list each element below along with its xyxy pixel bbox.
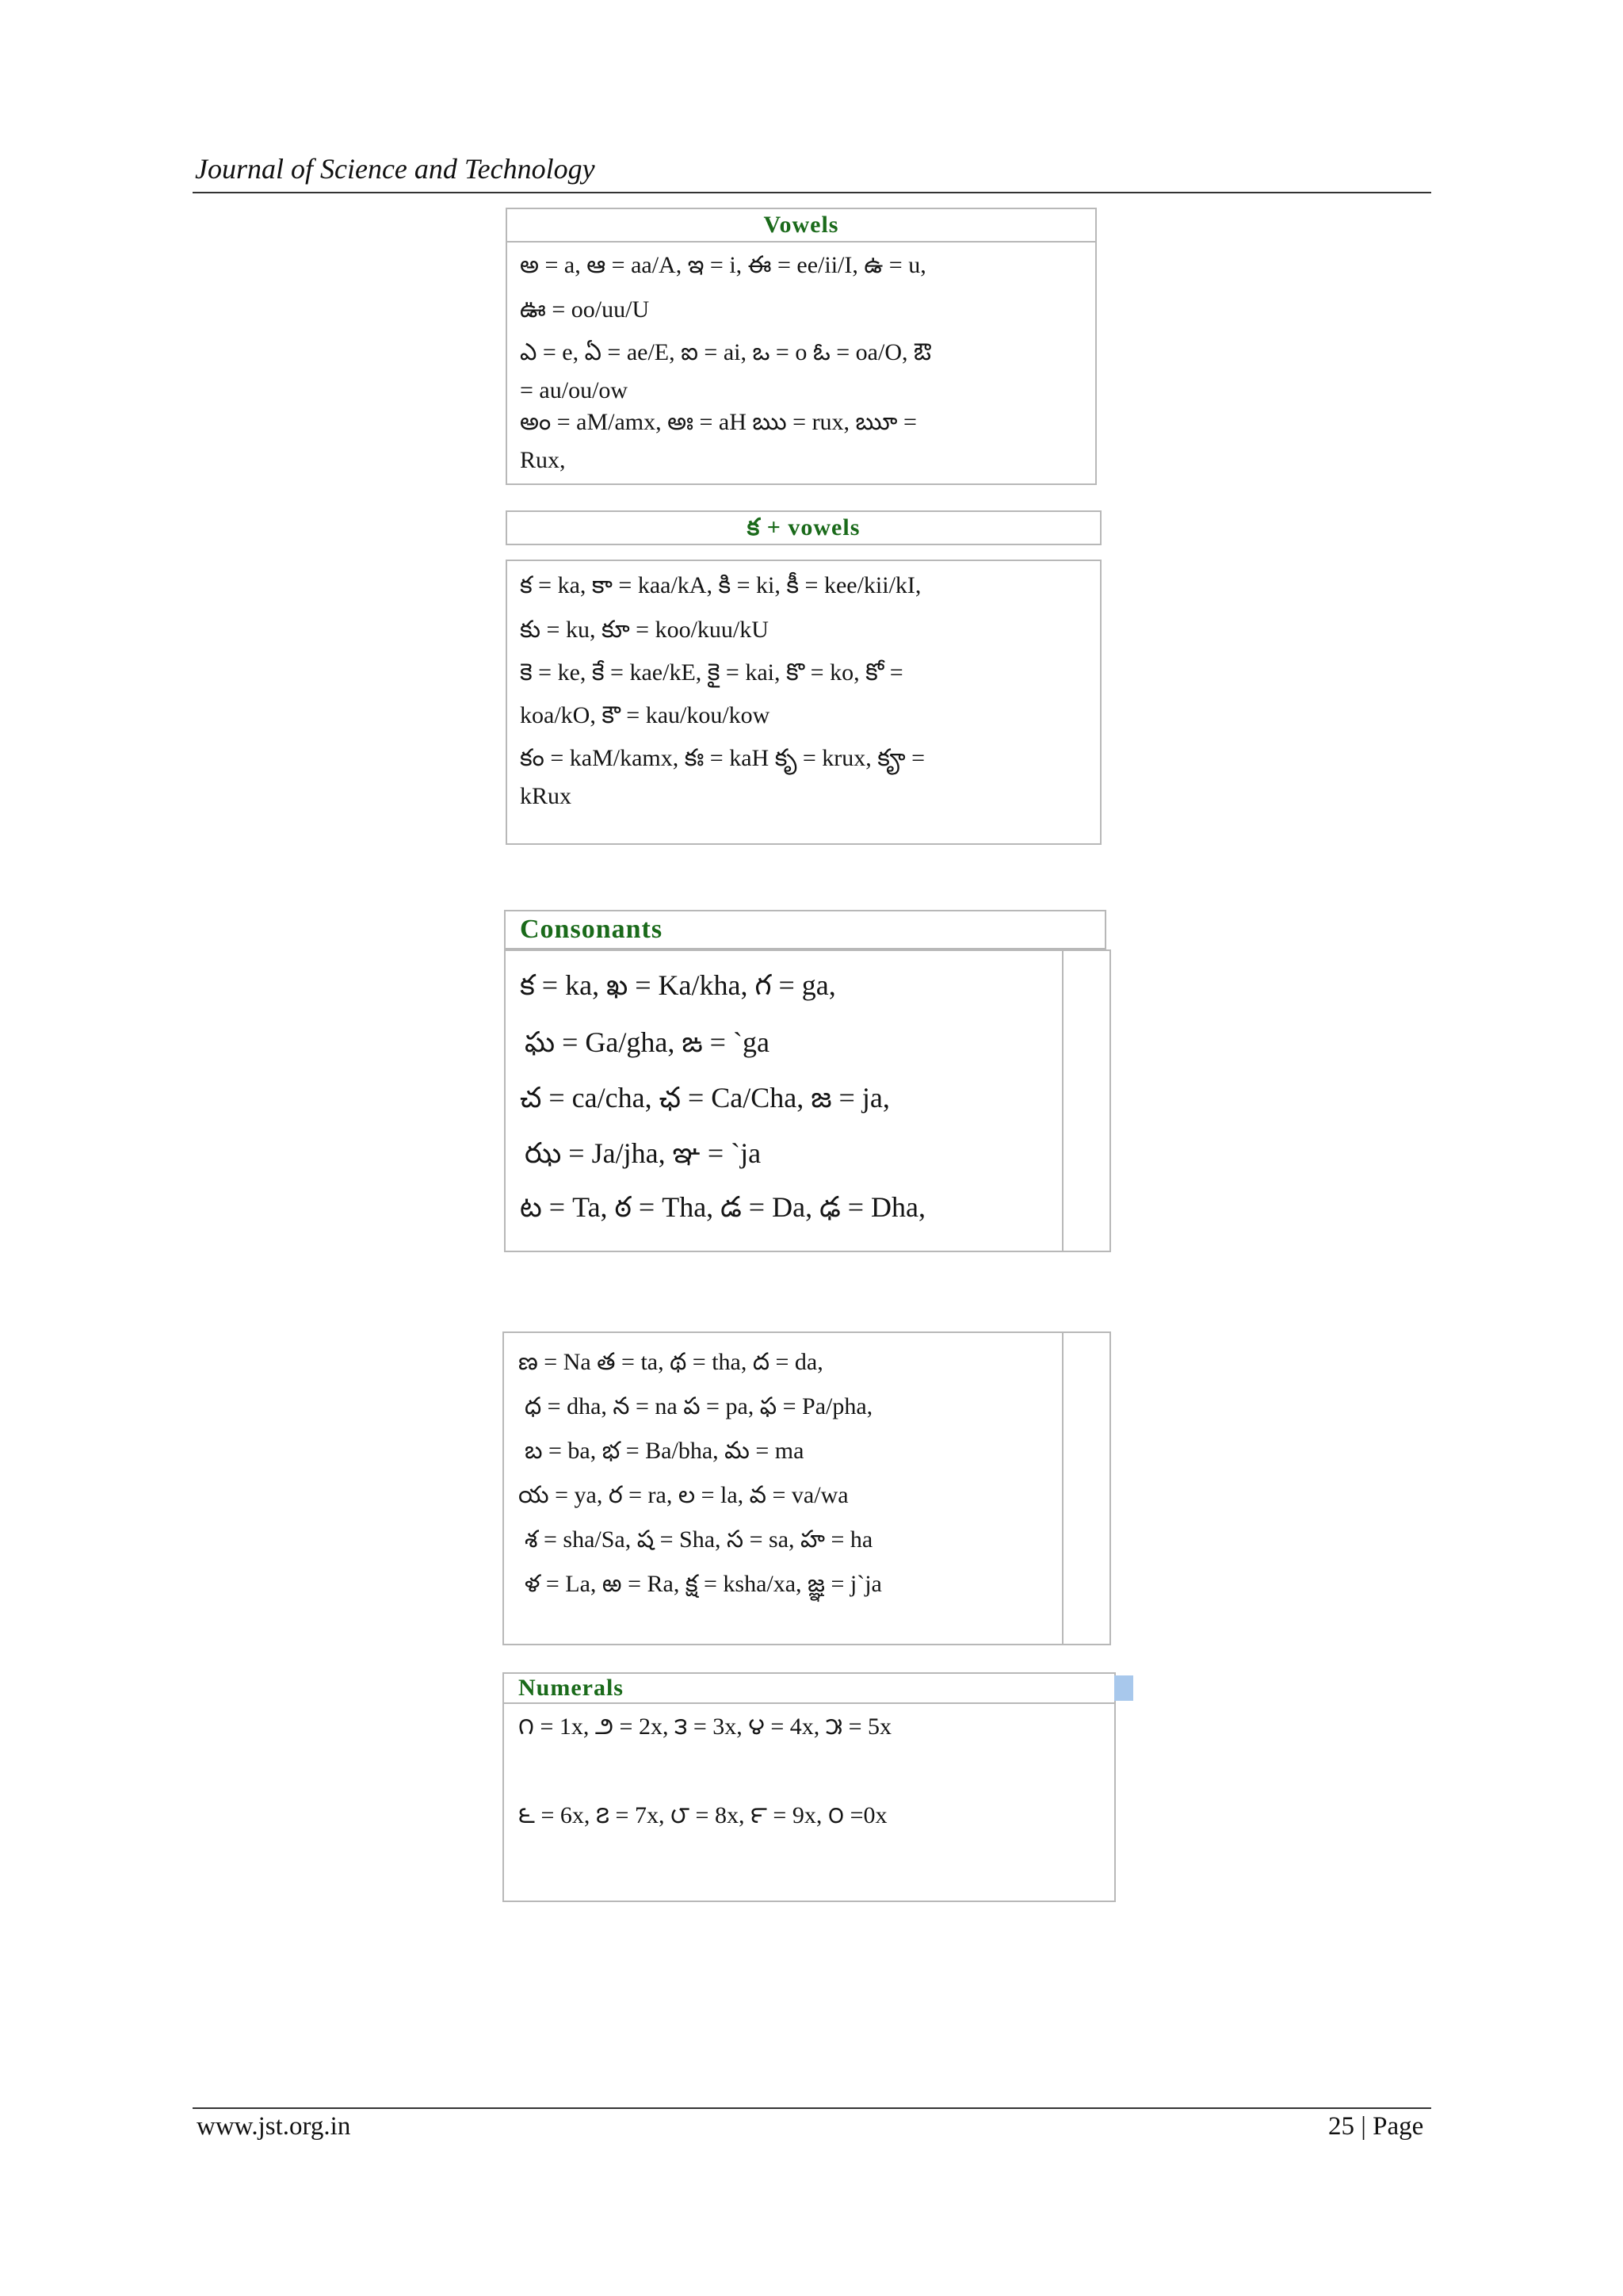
consonants-line: ధ = dha, న = na ప = pa, ఫ = Pa/pha, [525,1393,873,1419]
consonants-line: ఘ = Ga/gha, ఙ = `ga [525,1026,769,1058]
vowels-line: అం = aM/amx, అః = aH ఋ = rux, ౠ = [520,409,917,435]
ka-vowels-line: కం = kaM/kamx, కః = kaH కృ = krux, కౄ = [520,745,926,771]
ka-vowels-line: kRux [520,783,572,809]
consonants-line: చ = ca/cha, ఛ = Ca/Cha, జ = ja, [520,1082,890,1114]
consonants-continued-box [502,1331,1111,1645]
vowels-line: = au/ou/ow [520,377,628,403]
footer-rule [193,2107,1431,2109]
vowels-line: Rux, [520,447,566,473]
ka-vowels-box [506,560,1102,845]
consonants-line: ఝ = Ja/jha, ఞ = `ja [525,1137,762,1169]
consonants-line: బ = ba, భ = Ba/bha, మ = ma [525,1438,804,1464]
ka-vowels-line: క = ka, కా = kaa/kA, కి = ki, కీ = kee/kii/kI, [520,572,922,598]
journal-title: Journal of Science and Technology [195,153,595,185]
consonants-box [504,949,1111,1252]
ka-vowels-line: కు = ku, కూ = koo/kuu/kU [520,617,769,643]
consonants-heading: Consonants [504,910,1106,949]
numerals-heading: Numerals [502,1672,1116,1704]
vowels-heading: Vowels [506,208,1097,243]
consonants-line: ట = Ta, ఠ = Tha, డ = Da, ఢ = Dha, [520,1191,926,1223]
vowels-line: ఎ = e, ఏ = ae/E, ఐ = ai, ఒ = o ఓ = oa/O, ఔ [520,339,931,365]
selection-marker [1114,1675,1133,1701]
consonants-line: ణ = Na త = ta, థ = tha, ద = da, [518,1349,823,1375]
table-divider [1062,951,1064,1251]
consonants-line: ళ = La, ఱ = Ra, క్ష = ksha/xa, జ్ఞ = j`ja [525,1571,882,1597]
vowels-box [506,241,1097,485]
ka-vowels-line: కె = ke, కే = kae/kE, కై = kai, కొ = ko, కో = [520,659,903,686]
ka-vowels-line: koa/kO, కౌ = kau/kou/kow [520,702,770,728]
footer-url[interactable]: www.jst.org.in [197,2112,351,2141]
vowels-line: ఊ = oo/uu/U [520,296,650,323]
ka-vowels-heading: క + vowels [506,510,1102,545]
consonants-line: శ = sha/Sa, ష = Sha, స = sa, హ = ha [525,1526,873,1553]
vowels-line: అ = a, ఆ = aa/A, ఇ = i, ఈ = ee/ii/I, ఉ = u, [520,252,926,278]
numerals-line: ౧ = 1x, ౨ = 2x, ౩ = 3x, ౪ = 4x, ౫ = 5x [518,1713,892,1740]
consonants-line: య = ya, ర = ra, ల = la, వ = va/wa [518,1482,849,1508]
header-rule [193,192,1431,193]
numerals-line: ౬ = 6x, ౭ = 7x, ౮ = 8x, ౯ = 9x, ౦ =0x [518,1802,888,1828]
table-divider [1062,1333,1064,1644]
numerals-box [502,1702,1116,1902]
page-number: 25 | Page [1328,2112,1424,2141]
consonants-line: క = ka, ఖ = Ka/kha, గ = ga, [520,969,836,1001]
